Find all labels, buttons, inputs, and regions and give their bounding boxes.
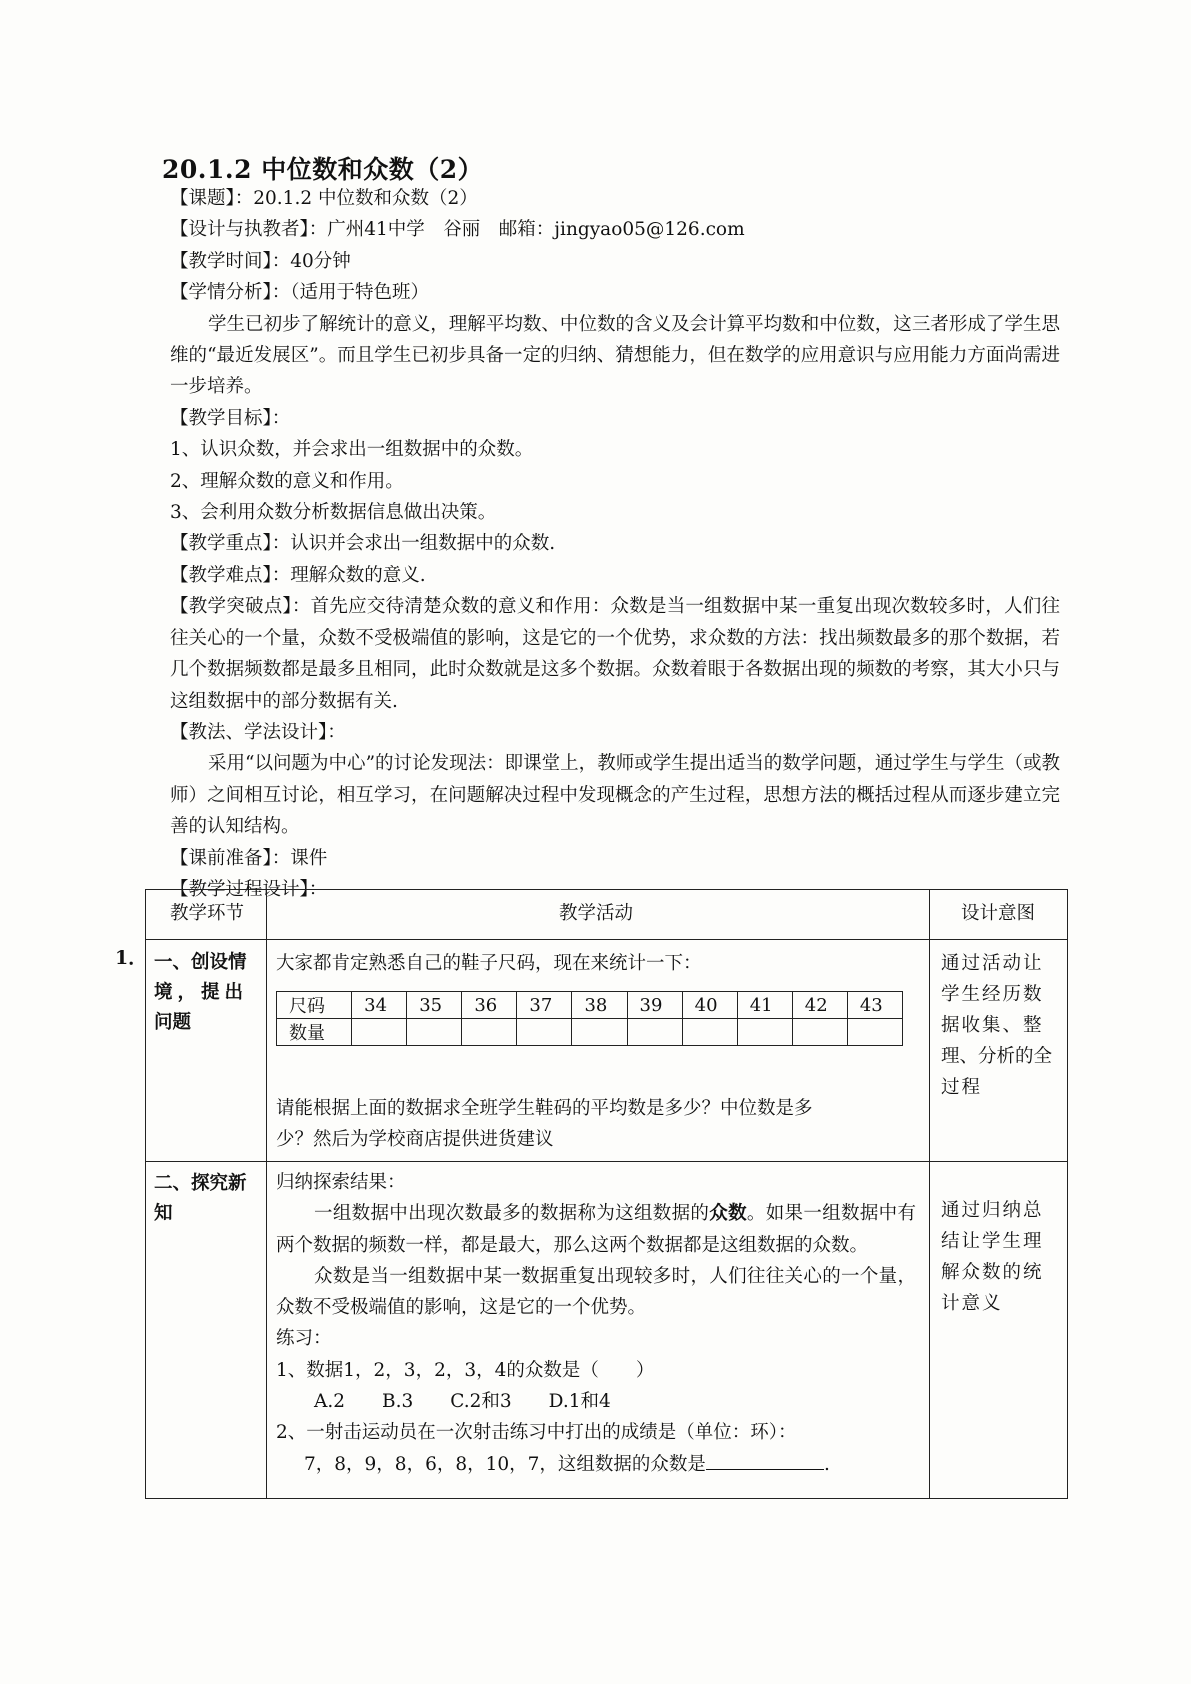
time-line bbox=[170, 246, 1060, 277]
goal-item: 2、理解众数的意义和作用。 bbox=[170, 470, 404, 492]
breakthrough-label: 【教学突破点】 bbox=[170, 596, 292, 618]
size-label: 尺码 bbox=[277, 992, 352, 1019]
count-row bbox=[277, 1019, 903, 1046]
count-cell bbox=[407, 1019, 462, 1046]
mode-definition bbox=[276, 1198, 916, 1261]
stage-2-line: 二、探究新 bbox=[154, 1173, 247, 1194]
method-text: 采用“以问题为中心”的讨论发现法：即课堂上，教师或学生提出适当的数学问题，通过学生与学生（或教师）之间相互讨论，相互学习，在问题解决过程中发现概念的产生过程，思想方法的概括过程从而逐步建立完善的认知结构。 bbox=[170, 753, 1060, 838]
column-divider bbox=[929, 890, 930, 1498]
shoe-size-table bbox=[276, 991, 903, 1046]
intent-line: 通过活动让 bbox=[941, 953, 1044, 974]
activity-2 bbox=[276, 1167, 916, 1480]
exercise-2-data bbox=[276, 1449, 916, 1480]
activity-1-question bbox=[276, 1093, 813, 1155]
designer-value: ：广州41中学 谷丽 邮箱：jingyao05@126.com bbox=[308, 219, 745, 241]
size-cell: 38 bbox=[572, 992, 627, 1019]
prep-line bbox=[170, 843, 1060, 874]
row-divider bbox=[146, 1161, 1067, 1162]
question-line: 少？然后为学校商店提供进货建议 bbox=[276, 1129, 554, 1150]
exercise-label: 练习： bbox=[276, 1328, 332, 1350]
prep-value: ：课件 bbox=[271, 847, 328, 869]
count-cell bbox=[572, 1019, 627, 1046]
goals-line bbox=[170, 403, 1060, 434]
size-cell: 39 bbox=[627, 992, 682, 1019]
count-cell bbox=[352, 1019, 407, 1046]
process-colon: ： bbox=[308, 878, 328, 900]
difficulty-label: 【教学难点】 bbox=[170, 564, 272, 586]
intent-1 bbox=[941, 948, 1063, 1103]
breakthrough-paragraph bbox=[170, 591, 1060, 717]
row-divider bbox=[146, 939, 1067, 940]
stage-1 bbox=[154, 948, 260, 1038]
page-title: 20.1.2 中位数和众数（2） bbox=[162, 155, 484, 184]
intent-line: 解众数的统 bbox=[941, 1262, 1044, 1283]
intent-2 bbox=[941, 1195, 1063, 1319]
column-divider bbox=[266, 890, 267, 1498]
topic-value: ：20.1.2 中位数和众数（2） bbox=[234, 188, 478, 209]
exercise-2: 2、一射击运动员在一次射击练习中打出的成绩是（单位：环）： bbox=[276, 1422, 797, 1444]
analysis-value: ：（适用于特色班） bbox=[271, 282, 430, 304]
count-cell bbox=[737, 1019, 792, 1046]
lesson-info bbox=[170, 183, 1060, 905]
mode-term: 众数 bbox=[709, 1203, 747, 1225]
goal-item: 3、会利用众数分析数据信息做出决策。 bbox=[170, 502, 497, 524]
header-intent: 设计意图 bbox=[961, 903, 1036, 924]
exercise-1-options: A.2 B.3 C.2和3 D.1和4 bbox=[314, 1391, 611, 1413]
question-line: 请能根据上面的数据求全班学生鞋码的平均数是多少？中位数是多 bbox=[276, 1098, 813, 1119]
goals-label: 【教学目标】 bbox=[170, 407, 272, 429]
time-label: 【教学时间】 bbox=[170, 250, 272, 272]
count-cell bbox=[792, 1019, 847, 1046]
topic-label: 【课题】 bbox=[170, 188, 235, 209]
stage-1-line: 一、创设情 bbox=[154, 952, 247, 973]
count-cell bbox=[462, 1019, 517, 1046]
exercise-2-end: . bbox=[823, 1453, 830, 1475]
prep-label: 【课前准备】 bbox=[170, 847, 272, 869]
intent-line: 据收集、整 bbox=[941, 1015, 1044, 1036]
method-line bbox=[170, 717, 1060, 748]
difficulty-line bbox=[170, 560, 1060, 591]
teaching-process-table bbox=[145, 889, 1068, 1499]
intent-line: 通过归纳总 bbox=[941, 1200, 1044, 1221]
analysis-line bbox=[170, 277, 1060, 308]
time-value: ：40分钟 bbox=[271, 250, 351, 272]
analysis-label: 【学情分析】 bbox=[170, 282, 272, 304]
size-cell: 40 bbox=[682, 992, 737, 1019]
size-cell: 42 bbox=[792, 992, 847, 1019]
method-colon: ： bbox=[327, 721, 346, 743]
stage-1-line: 境，提出 bbox=[154, 982, 249, 1003]
goals-colon: ： bbox=[271, 407, 291, 429]
key-point-line bbox=[170, 528, 1060, 559]
analysis-text: 学生已初步了解统计的意义，理解平均数、中位数的含义及会计算平均数和中位数，这三者形成了学生思维的“最近发展区”。而且学生已初步具备一定的归纳、猜想能力，但在数学的应用意识与应用能力方面尚需进一步培养。 bbox=[170, 313, 1060, 398]
intent-line: 理、分析的全 bbox=[941, 1046, 1053, 1067]
method-label: 【教法、学法设计】 bbox=[170, 721, 328, 743]
key-point-label: 【教学重点】 bbox=[170, 533, 272, 555]
key-point-value: ：认识并会求出一组数据中的众数. bbox=[271, 533, 556, 555]
stage-2 bbox=[154, 1169, 260, 1229]
size-cell: 34 bbox=[352, 992, 407, 1019]
summary-label: 归纳探索结果： bbox=[276, 1172, 406, 1193]
count-cell bbox=[682, 1019, 737, 1046]
size-cell: 41 bbox=[737, 992, 792, 1019]
breakthrough-value: ：首先应交待清楚众数的意义和作用：众数是当一组数据中某一重复出现次数较多时，人们往往关心的一个量，众数不受极端值的影响，这是它的一个优势，求众数的方法：找出频数最多的那个数据，若几个数据频数都是最多且相同，此时众数就是这多个数据。众数着眼于各数据出现的频数的考察，其大小只与这组数据中的部分数据有关. bbox=[170, 596, 1060, 712]
goal-item: 1、认识众数，并会求出一组数据中的众数。 bbox=[170, 439, 534, 461]
count-cell bbox=[847, 1019, 902, 1046]
process-label: 【教学过程设计】 bbox=[170, 878, 309, 900]
designer-line bbox=[170, 214, 1060, 245]
size-row bbox=[277, 992, 903, 1019]
count-cell bbox=[517, 1019, 572, 1046]
size-cell: 35 bbox=[407, 992, 462, 1019]
size-cell: 36 bbox=[462, 992, 517, 1019]
definition-text: 。如果一组数据中有两个数据的频数一样，都是最大，那么这两个数据都是这组数据的众数。 bbox=[276, 1203, 916, 1256]
header-stage: 教学环节 bbox=[170, 903, 245, 924]
count-label: 数量 bbox=[277, 1019, 352, 1046]
mode-explanation: 众数是当一组数据中某一数据重复出现较多时，人们往往关心的一个量，众数不受极端值的影响，这是它的一个优势。 bbox=[276, 1265, 916, 1319]
intent-line: 结让学生理 bbox=[941, 1231, 1044, 1252]
answer-blank[interactable] bbox=[706, 1449, 824, 1470]
difficulty-value: ：理解众数的意义. bbox=[271, 564, 426, 586]
count-cell bbox=[627, 1019, 682, 1046]
size-cell: 37 bbox=[517, 992, 572, 1019]
intent-line: 过程 bbox=[941, 1077, 983, 1098]
exercise-1: 1、数据1，2，3，2，3，4的众数是（ ） bbox=[276, 1359, 655, 1381]
intent-line: 学生经历数 bbox=[941, 984, 1044, 1005]
topic-line bbox=[170, 183, 1060, 214]
intent-line: 计意义 bbox=[941, 1293, 1003, 1314]
row-number: 1． bbox=[115, 947, 148, 969]
definition-text: 一组数据中出现次数最多的数据称为这组数据的 bbox=[314, 1203, 710, 1225]
stage-2-line: 知 bbox=[154, 1203, 173, 1224]
stage-1-line: 问题 bbox=[154, 1012, 192, 1033]
size-cell: 43 bbox=[847, 992, 902, 1019]
activity-1-intro: 大家都肯定熟悉自己的鞋子尺码，现在来统计一下： bbox=[276, 953, 702, 974]
designer-label: 【设计与执教者】 bbox=[170, 219, 309, 241]
header-activity: 教学活动 bbox=[559, 903, 634, 924]
exercise-2-text: 7，8，9，8，6，8，10，7，这组数据的众数是 bbox=[304, 1453, 706, 1475]
